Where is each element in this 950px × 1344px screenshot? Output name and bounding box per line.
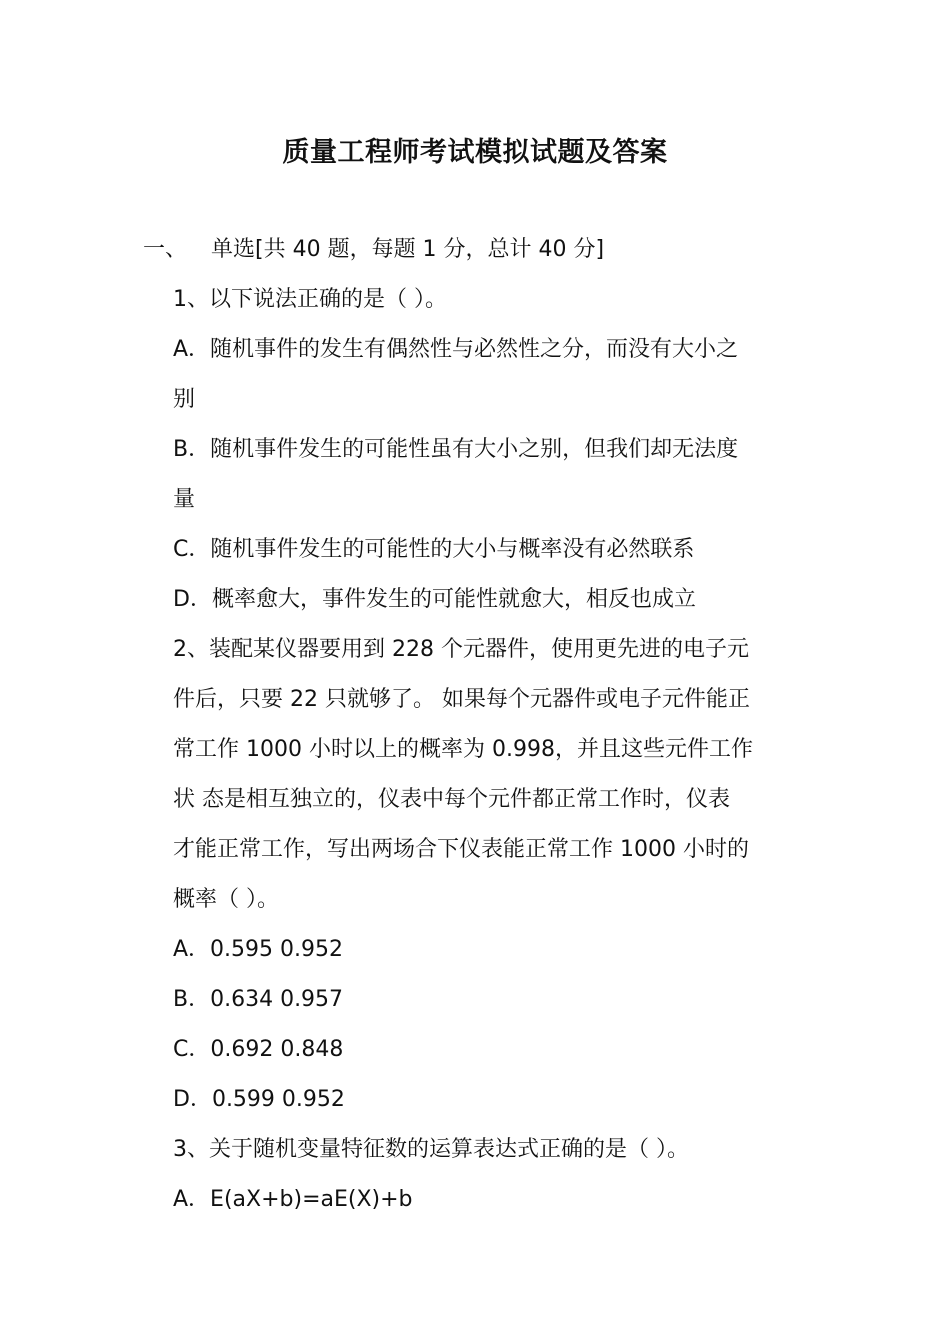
text-line: A．E(aX+b)=aE(X)+b: [173, 1187, 413, 1212]
text-line: 常工作 1000 小时以上的概率为 0.998，并且这些元件工作: [173, 737, 753, 762]
text-line: 量: [173, 487, 196, 512]
text-line: 2、装配某仪器要用到 228 个元器件，使用更先进的电子元: [173, 637, 749, 662]
question-body: [173, 280, 813, 1230]
text-line: D．概率愈大，事件发生的可能性就愈大，相反也成立: [173, 587, 696, 612]
text-line: B．0.634 0.957: [173, 987, 344, 1012]
section-heading: [143, 230, 604, 270]
document-title: 质量工程师考试模拟试题及答案: [282, 137, 668, 168]
section-title: 单选[共 40 题，每题 1 分，总计 40 分]: [211, 237, 605, 262]
text-line: A．随机事件的发生有偶然性与必然性之分，而没有大小之: [173, 337, 739, 362]
text-line: C．0.692 0.848: [173, 1037, 344, 1062]
text-line: 才能正常工作，写出两场合下仪表能正常工作 1000 小时的: [173, 837, 749, 862]
text-line: 件后，只要 22 只就够了。 如果每个元器件或电子元件能正: [173, 687, 750, 712]
text-line: D．0.599 0.952: [173, 1087, 345, 1112]
text-line: 1、以下说法正确的是（ ）。: [173, 287, 447, 312]
text-line: C．随机事件发生的可能性的大小与概率没有必然联系: [173, 537, 695, 562]
text-line: 状 态是相互独立的，仪表中每个元件都正常工作时，仪表: [173, 787, 730, 812]
text-line: 3、关于随机变量特征数的运算表达式正确的是（ ）。: [173, 1137, 689, 1162]
section-number: 一、: [143, 237, 188, 262]
text-line: B．随机事件发生的可能性虽有大小之别，但我们却无法度: [173, 437, 739, 462]
text-line: A．0.595 0.952: [173, 937, 344, 962]
text-line: 别: [173, 387, 196, 412]
text-line: 概率（ ）。: [173, 887, 279, 912]
